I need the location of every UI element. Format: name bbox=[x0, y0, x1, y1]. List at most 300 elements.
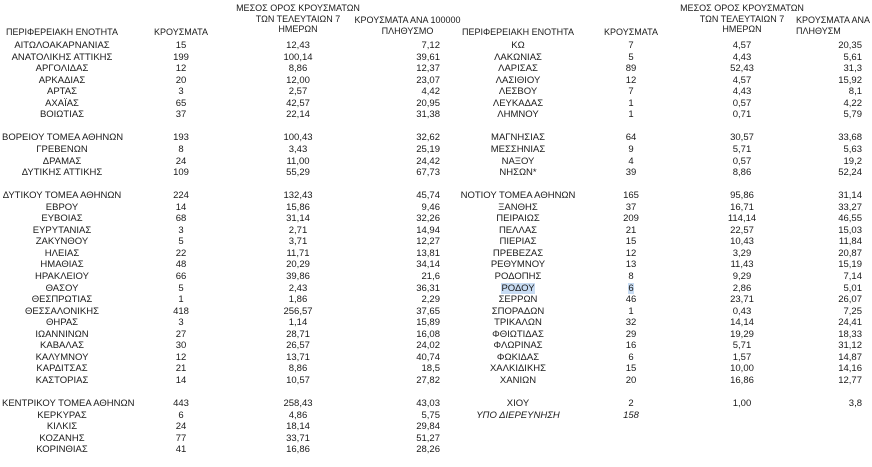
cases-value: 20 bbox=[625, 374, 637, 386]
cases-value: 1 bbox=[628, 97, 634, 109]
per100k-value: 31,3 bbox=[843, 63, 862, 75]
per100k-value: 5,61 bbox=[843, 51, 862, 63]
per100k-value: 7,12 bbox=[421, 40, 440, 51]
avg-value: 0,57 bbox=[732, 155, 752, 167]
region-name: ΔΥΤΙΚΟΥ ΤΟΜΕΑ ΑΘΗΝΩΝ bbox=[2, 190, 122, 202]
table-row bbox=[0, 132, 872, 144]
per100k-value: 14,87 bbox=[838, 351, 862, 363]
cases-value: 199 bbox=[173, 51, 189, 63]
region-name: ΚΙΛΚΙΣ bbox=[46, 421, 78, 433]
avg-value: 258,43 bbox=[283, 398, 313, 410]
per100k-value: 12,37 bbox=[416, 63, 440, 75]
region-name: ΠΙΕΡΙΑΣ bbox=[499, 236, 537, 248]
region-name: ΚΩ bbox=[511, 40, 525, 51]
table-row bbox=[0, 63, 872, 75]
cases-value: 6 bbox=[628, 351, 634, 363]
table-row bbox=[0, 398, 872, 410]
region-name: ΣΕΡΡΩΝ bbox=[498, 294, 538, 306]
region-name: ΘΕΣΠΡΩΤΙΑΣ bbox=[31, 294, 93, 306]
per100k-value: 20,95 bbox=[416, 97, 440, 109]
region-name: ΤΡΙΚΑΛΩΝ bbox=[494, 317, 542, 329]
table-row bbox=[0, 202, 872, 214]
region-name: ΕΒΡΟΥ bbox=[45, 201, 79, 213]
right-header-per100k bbox=[796, 15, 872, 36]
cases-value: 5 bbox=[178, 236, 184, 248]
per100k-value: 5,79 bbox=[843, 109, 862, 121]
cases-value: 37 bbox=[625, 201, 637, 213]
per100k-value: 31,14 bbox=[838, 190, 862, 202]
region-name: ΑΝΑΤΟΛΙΚΗΣ ΑΤΤΙΚΗΣ bbox=[11, 51, 113, 63]
cases-value: 15 bbox=[175, 40, 187, 51]
left-header-cases: ΚΡΟΥΣΜΑΤΑ bbox=[154, 27, 208, 37]
per100k-value: 16,08 bbox=[416, 328, 440, 340]
cases-value: 7 bbox=[628, 40, 634, 51]
per100k-value: 15,19 bbox=[838, 259, 862, 271]
per100k-value: 9,46 bbox=[421, 201, 440, 213]
per100k-value: 14,94 bbox=[416, 224, 440, 236]
cases-value: 209 bbox=[623, 213, 639, 225]
table-row bbox=[0, 317, 872, 329]
avg-value: 3,71 bbox=[288, 236, 308, 248]
region-name: ΗΜΑΘΙΑΣ bbox=[40, 259, 84, 271]
region-name: ΣΠΟΡΑΔΩΝ bbox=[491, 305, 545, 317]
cases-value: 21 bbox=[175, 363, 187, 375]
avg-value: 1,14 bbox=[288, 317, 308, 329]
per100k-value: 32,62 bbox=[416, 132, 440, 144]
cases-value: 64 bbox=[625, 132, 637, 144]
region-name: ΝΗΣΩΝ* bbox=[499, 167, 537, 179]
cases-value: 65 bbox=[175, 97, 187, 109]
cases-value: 32 bbox=[625, 317, 637, 329]
region-name bbox=[458, 283, 578, 295]
avg-value: 42,57 bbox=[286, 97, 310, 109]
cases-value: 3 bbox=[178, 86, 184, 98]
cases-value: 224 bbox=[173, 190, 189, 202]
avg-value: 26,57 bbox=[286, 340, 310, 352]
cases-value: 3 bbox=[178, 317, 184, 329]
avg-value: 4,43 bbox=[732, 86, 752, 98]
cases-value: 24 bbox=[175, 421, 187, 433]
cases-value: 12 bbox=[175, 63, 187, 75]
per100k-value: 13,81 bbox=[416, 247, 440, 259]
cases-value: 1 bbox=[628, 109, 634, 121]
right-header-per100k-line1: ΚΡΟΥΣΜΑΤΑ ΑΝΑ bbox=[796, 15, 870, 25]
per100k-value: 12,77 bbox=[838, 374, 862, 386]
per100k-value: 18,5 bbox=[421, 363, 440, 375]
region-name: ΜΕΣΣΗΝΙΑΣ bbox=[490, 143, 546, 155]
per100k-value: 43,03 bbox=[416, 398, 440, 410]
avg-value: 3,43 bbox=[288, 143, 308, 155]
table-row bbox=[0, 375, 872, 387]
per100k-value: 24,02 bbox=[416, 340, 440, 352]
region-name: ΡΕΘΥΜΝΟΥ bbox=[490, 259, 546, 271]
table-row bbox=[0, 52, 872, 64]
per100k-value: 15,92 bbox=[838, 74, 862, 86]
avg-value: 10,43 bbox=[730, 236, 754, 248]
avg-value: 16,86 bbox=[286, 444, 310, 456]
avg-value: 8,86 bbox=[732, 167, 752, 179]
cases-value: 39 bbox=[625, 167, 637, 179]
cases-value: 7 bbox=[628, 86, 634, 98]
cases-value: 22 bbox=[175, 247, 187, 259]
avg-value: 33,71 bbox=[286, 432, 310, 444]
avg-value: 100,14 bbox=[283, 51, 313, 63]
table-row bbox=[0, 144, 872, 156]
avg-value: 19,29 bbox=[730, 328, 754, 340]
avg-value: 2,57 bbox=[288, 86, 308, 98]
table-row bbox=[0, 156, 872, 168]
avg-value: 16,71 bbox=[730, 201, 754, 213]
region-name: ΚΑΣΤΟΡΙΑΣ bbox=[35, 374, 89, 386]
avg-value: 8,86 bbox=[288, 363, 308, 375]
cases-value: 68 bbox=[175, 213, 187, 225]
region-name: ΛΑΣΙΘΙΟΥ bbox=[495, 74, 541, 86]
avg-value: 20,29 bbox=[286, 259, 310, 271]
highlighted-value: 6 bbox=[628, 282, 634, 294]
avg-value: 10,00 bbox=[730, 363, 754, 375]
cases-value: 29 bbox=[625, 328, 637, 340]
left-header-region: ΠΕΡΙΦΕΡΕΙΑΚΗ ΕΝΟΤΗΤΑ bbox=[5, 27, 119, 37]
cases-value: 27 bbox=[175, 328, 187, 340]
table-row bbox=[0, 213, 872, 225]
region-name: ΛΕΣΒΟΥ bbox=[498, 86, 538, 98]
region-name: ΕΥΒΟΙΑΣ bbox=[41, 213, 83, 225]
region-name: ΛΑΡΙΣΑΣ bbox=[498, 63, 538, 75]
region-name: ΦΘΙΩΤΙΔΑΣ bbox=[492, 328, 544, 340]
per100k-value: 40,74 bbox=[416, 351, 440, 363]
table-row bbox=[0, 352, 872, 364]
cases-value: 12 bbox=[625, 247, 637, 259]
table-row bbox=[0, 98, 872, 110]
avg-value: 2,71 bbox=[288, 224, 308, 236]
per100k-value: 7,25 bbox=[843, 305, 862, 317]
per100k-value: 3,8 bbox=[848, 398, 862, 410]
cases-value: 66 bbox=[175, 271, 187, 282]
table-row bbox=[0, 294, 872, 306]
per100k-value: 18,33 bbox=[838, 328, 862, 340]
table-row bbox=[0, 340, 872, 352]
cases-value: 13 bbox=[625, 259, 637, 271]
avg-value: 2,43 bbox=[288, 282, 308, 294]
region-name: ΘΕΣΣΑΛΟΝΙΚΗΣ bbox=[25, 305, 99, 317]
table-row bbox=[0, 259, 872, 271]
avg-value: 95,86 bbox=[730, 190, 754, 202]
cases-value: 109 bbox=[173, 167, 189, 179]
region-name: ΑΡΓΟΛΙΔΑΣ bbox=[35, 63, 89, 75]
region-name: ΛΑΚΩΝΙΑΣ bbox=[494, 51, 542, 63]
per100k-value: 45,74 bbox=[416, 190, 440, 202]
left-header-per100k-line1: ΚΡΟΥΣΜΑΤΑ ΑΝΑ 100000 bbox=[354, 15, 461, 25]
cases-value: 12 bbox=[625, 74, 637, 86]
cases-value: 5 bbox=[628, 51, 634, 63]
avg-value: 55,29 bbox=[286, 167, 310, 179]
left-header-avg-line1: ΜΕΣΟΣ ΟΡΟΣ ΚΡΟΥΣΜΑΤΩΝ bbox=[236, 3, 360, 13]
per100k-value: 5,75 bbox=[421, 409, 440, 421]
per100k-value: 27,82 bbox=[416, 374, 440, 386]
avg-value: 2,86 bbox=[732, 282, 752, 294]
cases-value: 12 bbox=[175, 351, 187, 363]
cases-value: 30 bbox=[175, 340, 187, 352]
cases-value: 443 bbox=[173, 398, 189, 410]
cases-value: 165 bbox=[623, 190, 639, 202]
avg-value: 14,14 bbox=[730, 317, 754, 329]
region-name: ΔΥΤΙΚΗΣ ΑΤΤΙΚΗΣ bbox=[21, 167, 103, 179]
table-row bbox=[0, 410, 872, 422]
left-header-avg-line3: ΗΜΕΡΩΝ bbox=[278, 24, 318, 34]
region-name: ΞΑΝΘΗΣ bbox=[498, 201, 538, 213]
cases-value: 14 bbox=[175, 201, 187, 213]
cases-value: 77 bbox=[175, 432, 187, 444]
per100k-value: 67,73 bbox=[416, 167, 440, 179]
avg-value: 5,71 bbox=[732, 340, 752, 352]
avg-value: 16,86 bbox=[730, 374, 754, 386]
right-header-region: ΠΕΡΙΦΕΡΕΙΑΚΗ ΕΝΟΤΗΤΑ bbox=[461, 27, 575, 37]
right-header-per100k-line2: ΠΛΗΘΥΣΜ bbox=[796, 25, 841, 36]
per100k-value: 34,14 bbox=[416, 259, 440, 271]
cases-value: 46 bbox=[625, 294, 637, 306]
region-name: ΑΧΑΪΑΣ bbox=[45, 97, 79, 109]
cases-value: 5 bbox=[178, 282, 184, 294]
region-name: ΚΟΖΑΝΗΣ bbox=[39, 432, 85, 444]
left-header-avg-line2: ΤΩΝ ΤΕΛΕΥΤΑΙΩΝ 7 bbox=[255, 13, 341, 24]
per100k-value: 37,65 bbox=[416, 305, 440, 317]
cases-value: 48 bbox=[175, 259, 187, 271]
right-header-cases: ΚΡΟΥΣΜΑΤΑ bbox=[604, 27, 658, 37]
avg-value: 4,86 bbox=[288, 409, 308, 421]
avg-value: 4,57 bbox=[732, 74, 752, 86]
per100k-value: 23,07 bbox=[416, 74, 440, 86]
cases-value: 20 bbox=[175, 74, 187, 86]
avg-value: 4,57 bbox=[732, 40, 752, 51]
table-row bbox=[0, 306, 872, 318]
region-name: ΧΑΛΚΙΔΙΚΗΣ bbox=[489, 363, 547, 375]
cases-value: 15 bbox=[625, 363, 637, 375]
per100k-value: 2,29 bbox=[421, 294, 440, 306]
per100k-value: 20,87 bbox=[838, 247, 862, 259]
avg-value: 11,43 bbox=[730, 259, 754, 271]
region-name: ΗΛΕΙΑΣ bbox=[44, 247, 80, 259]
cases-value: 2 bbox=[628, 398, 634, 410]
avg-value: 1,00 bbox=[732, 398, 752, 410]
avg-value: 12,43 bbox=[286, 40, 310, 51]
region-name: ΓΡΕΒΕΝΩΝ bbox=[36, 143, 88, 155]
cases-value: 1 bbox=[178, 294, 184, 306]
avg-value: 3,29 bbox=[732, 247, 752, 259]
region-name: ΠΡΕΒΕΖΑΣ bbox=[492, 247, 544, 259]
avg-value: 12,00 bbox=[286, 74, 310, 86]
avg-value: 8,86 bbox=[288, 63, 308, 75]
region-name: ΔΡΑΜΑΣ bbox=[42, 155, 82, 167]
cases-value: 9 bbox=[628, 143, 634, 155]
per100k-value: 24,42 bbox=[416, 155, 440, 167]
cases-value: 16 bbox=[625, 340, 637, 352]
table-row bbox=[0, 283, 872, 295]
avg-value: 0,57 bbox=[732, 97, 752, 109]
region-name: ΝΟΤΙΟΥ ΤΟΜΕΑ ΑΘΗΝΩΝ bbox=[460, 190, 576, 202]
table-row bbox=[0, 109, 872, 121]
cases-value: 14 bbox=[175, 374, 187, 386]
avg-value: 4,43 bbox=[732, 51, 752, 63]
region-name: ΘΗΡΑΣ bbox=[45, 317, 79, 329]
per100k-value: 21,6 bbox=[421, 271, 440, 282]
table-row bbox=[0, 421, 872, 433]
table-row bbox=[0, 248, 872, 260]
cases-value: 15 bbox=[625, 236, 637, 248]
avg-value: 22,14 bbox=[286, 109, 310, 121]
per100k-value: 5,63 bbox=[843, 143, 862, 155]
per100k-value: 8,1 bbox=[848, 86, 862, 98]
table-row bbox=[0, 190, 872, 202]
avg-value: 0,43 bbox=[732, 305, 752, 317]
avg-value: 0,71 bbox=[732, 109, 752, 121]
table-row bbox=[0, 444, 872, 456]
avg-value: 100,43 bbox=[283, 132, 313, 144]
cases-value: 4 bbox=[628, 155, 634, 167]
avg-value: 28,71 bbox=[286, 328, 310, 340]
avg-value: 31,14 bbox=[286, 213, 310, 225]
table-row bbox=[0, 329, 872, 341]
region-name: ΦΩΚΙΔΑΣ bbox=[496, 351, 540, 363]
per100k-value: 4,22 bbox=[843, 97, 862, 109]
right-header-avg-line2: ΤΩΝ ΤΕΛΕΥΤΑΙΩΝ 7 bbox=[699, 13, 785, 24]
region-name: ΡΟΔΟΠΗΣ bbox=[494, 271, 542, 282]
region-name: ΝΑΞΟΥ bbox=[501, 155, 535, 167]
region-name: ΧΑΝΙΩΝ bbox=[499, 374, 537, 386]
avg-value: 256,57 bbox=[283, 305, 313, 317]
avg-value: 52,43 bbox=[730, 63, 754, 75]
region-name: ΕΥΡΥΤΑΝΙΑΣ bbox=[32, 224, 92, 236]
left-header-per100k-line2: ΠΛΗΘΥΣΜΟ bbox=[381, 25, 434, 36]
per100k-value: 12,27 bbox=[416, 236, 440, 248]
per100k-value: 24,41 bbox=[838, 317, 862, 329]
region-name: ΒΟΙΩΤΙΑΣ bbox=[39, 109, 85, 121]
region-name: ΗΡΑΚΛΕΙΟΥ bbox=[35, 271, 89, 282]
region-name: ΚΑΡΔΙΤΣΑΣ bbox=[36, 363, 88, 375]
per100k-value: 39,61 bbox=[416, 51, 440, 63]
table-row bbox=[0, 225, 872, 237]
avg-value: 11,71 bbox=[286, 247, 310, 259]
per100k-value: 11,84 bbox=[838, 236, 862, 248]
avg-value: 15,86 bbox=[286, 201, 310, 213]
avg-value: 114,14 bbox=[727, 213, 757, 225]
avg-value: 22,57 bbox=[730, 224, 754, 236]
per100k-value: 36,31 bbox=[416, 282, 440, 294]
per100k-value: 33,27 bbox=[838, 201, 862, 213]
per100k-value: 19,2 bbox=[843, 155, 862, 167]
per100k-value: 31,12 bbox=[838, 340, 862, 352]
region-name: ΦΛΩΡΙΝΑΣ bbox=[493, 340, 543, 352]
avg-value: 23,71 bbox=[730, 294, 754, 306]
region-name: ΑΡΚΑΔΙΑΣ bbox=[38, 74, 86, 86]
highlighted-label: ΡΟΔΟΥ bbox=[501, 282, 535, 294]
table-row bbox=[0, 86, 872, 98]
region-name: ΚΑΛΥΜΝΟΥ bbox=[35, 351, 89, 363]
per100k-value: 33,68 bbox=[838, 132, 862, 144]
cases-value: 24 bbox=[175, 155, 187, 167]
per100k-value: 7,14 bbox=[843, 271, 862, 282]
region-name: ΚΟΡΙΝΘΙΑΣ bbox=[36, 444, 88, 456]
avg-value: 11,00 bbox=[286, 155, 310, 167]
region-name: ΠΕΛΛΑΣ bbox=[498, 224, 538, 236]
avg-value: 132,43 bbox=[283, 190, 313, 202]
table-row bbox=[0, 75, 872, 87]
per100k-value: 15,03 bbox=[838, 224, 862, 236]
cases-value: 1 bbox=[628, 305, 634, 317]
avg-value: 30,57 bbox=[730, 132, 754, 144]
cases-value: 3 bbox=[178, 224, 184, 236]
cases-value: 21 bbox=[625, 224, 637, 236]
region-name: ΑΡΤΑΣ bbox=[47, 86, 77, 98]
avg-value: 39,86 bbox=[286, 271, 310, 282]
cases-value: 8 bbox=[178, 143, 184, 155]
avg-value: 10,57 bbox=[286, 374, 310, 386]
avg-value: 1,57 bbox=[732, 351, 752, 363]
per100k-value: 28,26 bbox=[416, 444, 440, 456]
per100k-value: 29,84 bbox=[416, 421, 440, 433]
region-name: ΛΕΥΚΑΔΑΣ bbox=[492, 97, 544, 109]
per100k-value: 5,01 bbox=[843, 282, 862, 294]
region-name: ΚΑΒΑΛΑΣ bbox=[40, 340, 84, 352]
per100k-value: 20,35 bbox=[838, 40, 862, 51]
per100k-value: 15,89 bbox=[416, 317, 440, 329]
avg-value: 18,14 bbox=[286, 421, 310, 433]
avg-value: 1,86 bbox=[288, 294, 308, 306]
per100k-value: 25,19 bbox=[416, 143, 440, 155]
region-name: ΠΕΙΡΑΙΩΣ bbox=[496, 213, 540, 225]
region-name: ΒΟΡΕΙΟΥ ΤΟΜΕΑ ΑΘΗΝΩΝ bbox=[2, 132, 124, 144]
avg-value: 5,71 bbox=[732, 143, 752, 155]
left-header-per100k bbox=[345, 15, 470, 36]
cases-value: 37 bbox=[175, 109, 187, 121]
right-header-avg-line3: ΗΜΕΡΩΝ bbox=[722, 24, 762, 34]
right-header-avg bbox=[672, 3, 812, 35]
region-name: ΘΑΣΟΥ bbox=[45, 282, 79, 294]
cases-value: 158 bbox=[623, 409, 639, 421]
right-header-avg-line1: ΜΕΣΟΣ ΟΡΟΣ ΚΡΟΥΣΜΑΤΩΝ bbox=[680, 3, 804, 13]
region-name: ΖΑΚΥΝΘΟΥ bbox=[35, 236, 89, 248]
region-name: ΜΑΓΝΗΣΙΑΣ bbox=[491, 132, 545, 144]
table-row bbox=[0, 236, 872, 248]
region-name: ΥΠΟ ΔΙΕΡΕΥΝΗΣΗ bbox=[476, 409, 560, 421]
cases-value: 8 bbox=[628, 271, 634, 282]
per100k-value: 4,42 bbox=[421, 86, 440, 98]
per100k-value: 14,16 bbox=[838, 363, 862, 375]
per100k-value: 32,26 bbox=[416, 213, 440, 225]
table-row bbox=[0, 433, 872, 445]
cases-value: 193 bbox=[173, 132, 189, 144]
cases-value: 89 bbox=[625, 63, 637, 75]
per100k-value: 46,55 bbox=[838, 213, 862, 225]
per100k-value: 51,27 bbox=[416, 432, 440, 444]
region-name: ΚΕΝΤΡΙΚΟΥ ΤΟΜΕΑ ΑΘΗΝΩΝ bbox=[2, 398, 135, 410]
per100k-value: 52,24 bbox=[838, 167, 862, 179]
table-row bbox=[0, 167, 872, 179]
table-row bbox=[0, 40, 872, 52]
avg-value: 9,29 bbox=[732, 271, 752, 282]
avg-value: 13,71 bbox=[286, 351, 310, 363]
per100k-value: 26,07 bbox=[838, 294, 862, 306]
region-name: ΑΙΤΩΛΟΑΚΑΡΝΑΝΙΑΣ bbox=[14, 40, 110, 51]
per100k-value: 31,38 bbox=[416, 109, 440, 121]
region-name: ΧΙΟΥ bbox=[506, 398, 530, 410]
cases-value: 41 bbox=[175, 444, 187, 456]
region-name: ΛΗΜΝΟΥ bbox=[497, 109, 539, 121]
region-name: ΙΩΑΝΝΙΝΩΝ bbox=[35, 328, 89, 340]
cases-value: 418 bbox=[173, 305, 189, 317]
cases-value bbox=[600, 283, 662, 295]
cases-value: 6 bbox=[178, 409, 184, 421]
table-row bbox=[0, 271, 872, 283]
